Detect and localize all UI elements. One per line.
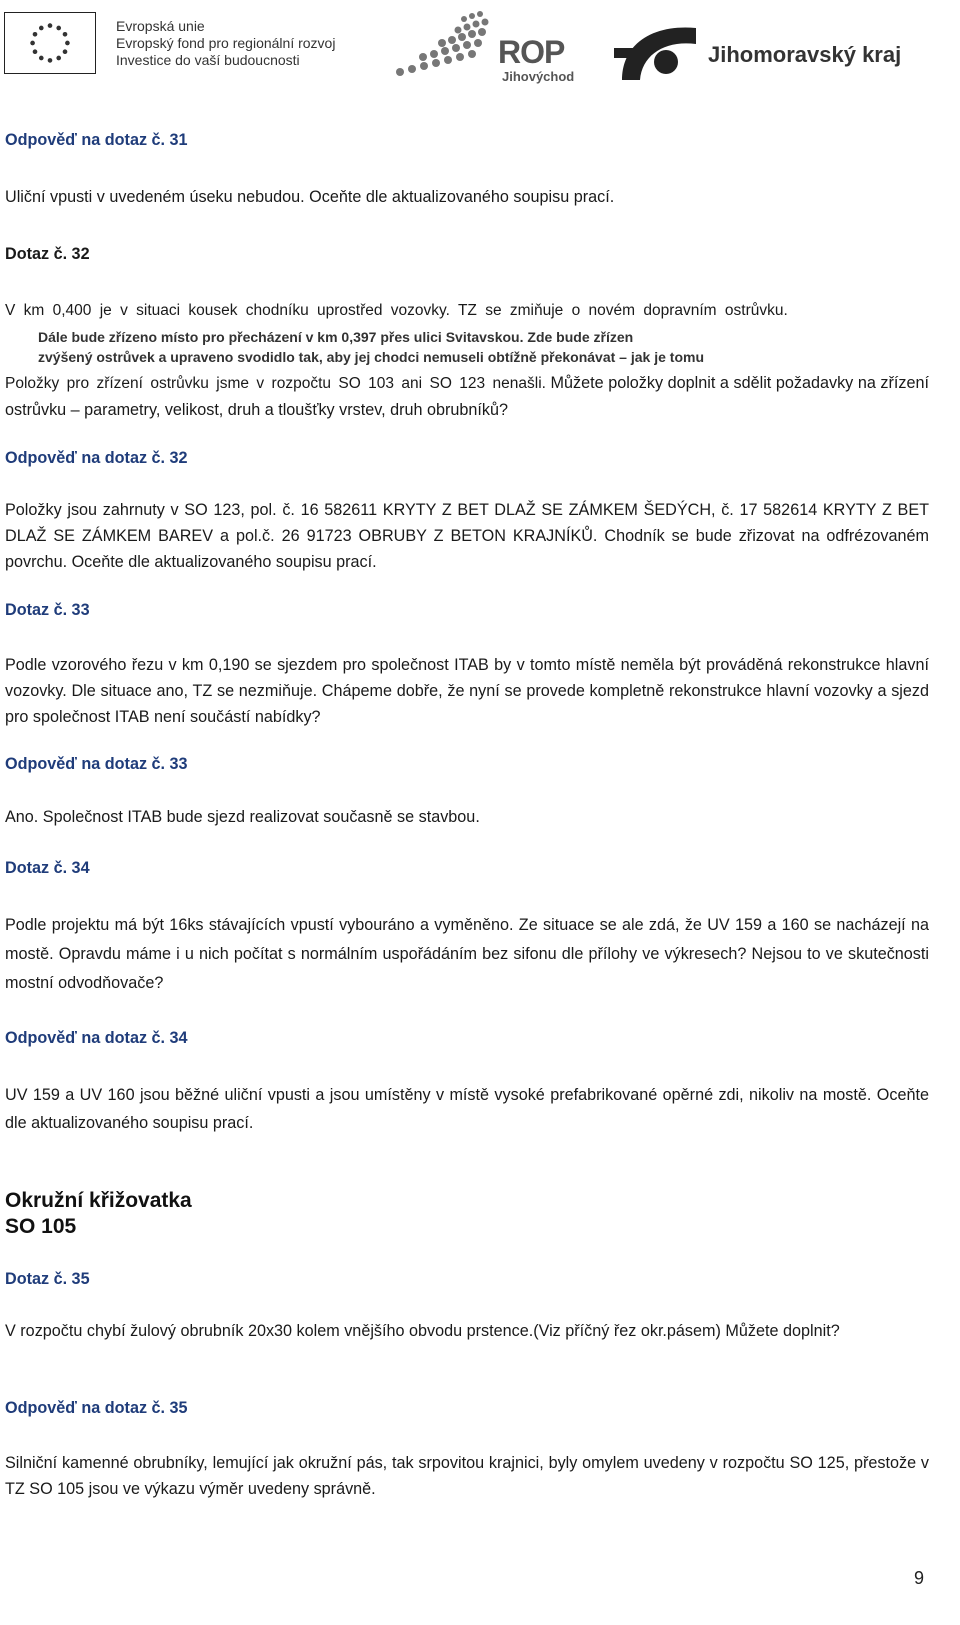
answer-34-heading: Odpověď na dotaz č. 34 (5, 1029, 188, 1047)
question-33-heading: Dotaz č. 33 (5, 601, 90, 619)
answer-34-text: UV 159 a UV 160 jsou běžné uliční vpusti a jsou umístěny v místě vysoké prefabrikované opěrné zdi, nikoliv na mostě. Oceňte dle aktualizovaného soupisu prací. (5, 1086, 929, 1132)
answer-31-heading: Odpověď na dotaz č. 31 (5, 131, 188, 149)
quote-line-2: zvýšený ostrůvek a upraveno svodidlo tak, aby jej chodci nemuseli obtížně překonávat – jak je tomu (38, 349, 704, 365)
answer-35-heading: Odpověď na dotaz č. 35 (5, 1399, 188, 1417)
eu-line-3: Investice do vaší budoucnosti (116, 52, 300, 68)
question-35-text: V rozpočtu chybí žulový obrubník 20x30 kolem vnějšího obvodu prstence.(Viz příčný řez okr.pásem) Můžete doplnit? (5, 1322, 840, 1340)
rop-subtitle: Jihovýchod (502, 69, 575, 84)
question-33-text: Podle vzorového řezu v km 0,190 se sjezdem pro společnost ITAB by v tomto místě neměla být prováděná rekonstrukce hlavní vozovky. Dle situace ano, TZ se nezmiňuje. Chápeme dobře, že nyní se provede kompletně rekonstrukce hlavní vozovky a sjezd pro společnost ITAB není součástí nabídky? (5, 656, 929, 726)
section-subtitle: SO 105 (5, 1215, 77, 1238)
region-arc-icon (614, 18, 704, 88)
question-32-detail (5, 370, 929, 423)
answer-32-heading: Odpověď na dotaz č. 32 (5, 449, 188, 467)
answer-31-text: Uliční vpusti v uvedeném úseku nebudou. Oceňte dle aktualizovaného soupisu prací. (5, 188, 615, 206)
question-34-heading: Dotaz č. 34 (5, 859, 90, 877)
answer-33-text: Ano. Společnost ITAB bude sjezd realizovat současně se stavbou. (5, 808, 480, 826)
question-32-heading: Dotaz č. 32 (5, 245, 90, 263)
answer-32-text: Položky jsou zahrnuty v SO 123, pol. č. 16 582611 KRYTY Z BET DLAŽ SE ZÁMKEM ŠEDÝCH, č. 17 582614 KRYTY Z BET DLAŽ SE ZÁMKEM BAREV a pol.č. 26 91723 OBRUBY Z BETON KRAJNÍKŮ. Chodník se bude zřizovat na odfrézovaném povrchu. Oceňte dle aktualizovaného soupisu prací. (5, 501, 929, 571)
page-header (0, 0, 960, 100)
page-number: 9 (913, 1568, 924, 1588)
eu-flag-icon (4, 12, 96, 74)
rop-title: ROP (498, 34, 565, 70)
region-name: Jihomoravský kraj (708, 42, 902, 67)
question-34-text: Podle projektu má být 16ks stávajících vpustí vybouráno a vyměněno. Ze situace se ale zdá, že UV 159 a 160 se nacházejí na mostě. Opravdu máme i u nich počítat s normálním uspořádáním bez sifonu dle přílohy ve výkresech? Nejsou to ve skutečnosti mostní odvodňovače? (5, 916, 929, 992)
eu-line-1: Evropská unie (116, 18, 205, 34)
quote-line-1: Dále bude zřízeno místo pro přecházení v km 0,397 přes ulici Svitavskou. Zde bude zřízen (38, 329, 634, 345)
eu-line-2: Evropský fond pro regionální rozvoj (116, 35, 336, 51)
region-logo (614, 18, 944, 88)
question-32-detail-part-2: Můžete položky doplnit a sdělit požadavky na zřízení ostrůvku – parametry, velikost, druh a tloušťky vrstev, druh obrubníků? (5, 374, 929, 419)
question-32-detail-part-1: Položky pro zřízení ostrůvku jsme v rozpočtu SO 103 ani SO 123 nenašli. (5, 375, 546, 392)
question-35-heading: Dotaz č. 35 (5, 1270, 90, 1288)
eu-logo-text (116, 18, 335, 69)
rop-dots-icon (390, 6, 500, 86)
question-32-text: V km 0,400 je v situaci kousek chodníku uprostřed vozovky. TZ se zmiňuje o novém dopravním ostrůvku. (5, 302, 788, 319)
rop-logo (390, 6, 590, 86)
section-title: Okružní křižovatka (5, 1189, 192, 1212)
answer-33-heading: Odpověď na dotaz č. 33 (5, 755, 188, 773)
answer-35-text: Silniční kamenné obrubníky, lemující jak okružní pás, tak srpovitou krajnici, byly omylem uvedeny v rozpočtu SO 125, přestože v TZ SO 105 jsou ve výkazu výměr uvedeny správně. (5, 1454, 929, 1498)
